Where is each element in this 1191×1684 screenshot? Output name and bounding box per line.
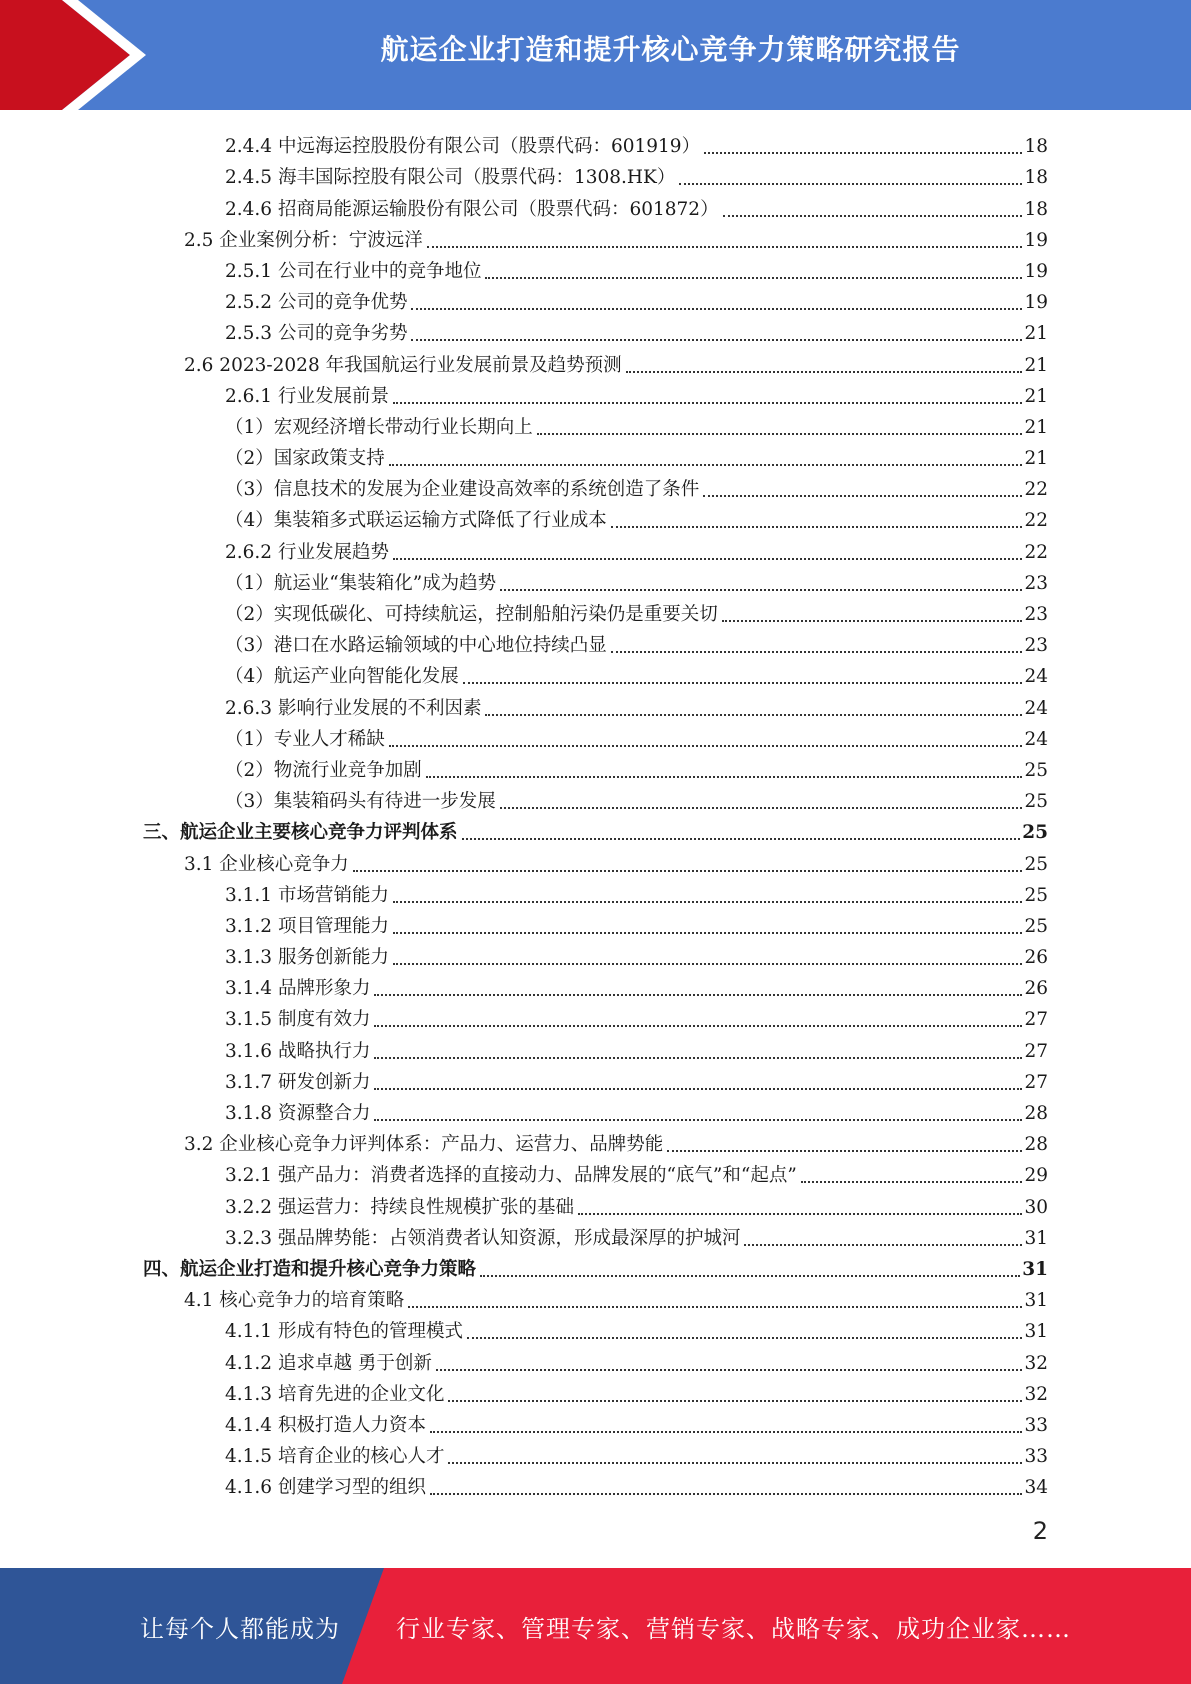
toc-entry[interactable]	[143, 221, 1048, 252]
toc-entry-title: 4.1.2 追求卓越 勇于创新	[225, 1352, 432, 1374]
toc-entry-page: 32	[1024, 1352, 1048, 1374]
toc-entry-title: 2.4.5 海丰国际控股有限公司（股票代码：1308.HK）	[225, 167, 676, 189]
toc-entry-title: 3.1.5 制度有效力	[225, 1009, 371, 1031]
toc-entry-title: 2.5.1 公司在行业中的竞争地位	[225, 260, 482, 282]
toc-entry-title: 4.1.1 形成有特色的管理模式	[225, 1321, 463, 1343]
toc-dot-leader	[500, 588, 1022, 591]
toc-entry[interactable]	[143, 626, 1048, 657]
toc-entry[interactable]	[143, 314, 1048, 345]
toc-entry-page: 25	[1024, 884, 1048, 906]
toc-entry-page: 30	[1024, 1196, 1048, 1218]
toc-entry[interactable]	[143, 189, 1048, 220]
toc-entry-page: 33	[1024, 1414, 1048, 1436]
toc-entry[interactable]	[143, 876, 1048, 907]
toc-entry[interactable]	[143, 1312, 1048, 1343]
toc-dot-leader	[353, 869, 1023, 872]
toc-dot-leader	[408, 1305, 1022, 1308]
toc-dot-leader	[426, 775, 1023, 778]
footer-slogan-right: 行业专家、管理专家、营销专家、战略专家、成功企业家……	[396, 1614, 1071, 1643]
toc-entry-page: 26	[1024, 978, 1048, 1000]
toc-entry-page: 18	[1024, 136, 1048, 158]
toc-entry-title: 2.5 企业案例分析：宁波远洋	[184, 229, 423, 251]
toc-entry-page: 23	[1024, 635, 1048, 657]
toc-dot-leader	[611, 525, 1023, 528]
toc-entry-title: 2.4.4 中远海运控股股份有限公司（股票代码：601919）	[225, 136, 701, 158]
toc-entry-title: 3.1.3 服务创新能力	[225, 947, 389, 969]
toc-entry-title: 3.1.8 资源整合力	[225, 1103, 371, 1124]
toc-entry-page: 25	[1024, 853, 1048, 875]
toc-entry-page: 18	[1024, 198, 1048, 220]
toc-entry[interactable]	[143, 345, 1048, 376]
toc-entry[interactable]	[143, 1000, 1048, 1031]
toc-entry-title: 3.1.6 战略执行力	[225, 1040, 371, 1062]
toc-dot-leader	[436, 1368, 1023, 1371]
toc-dot-leader	[430, 1430, 1022, 1433]
toc-entry-page: 29	[1024, 1165, 1048, 1187]
toc-entry-title: 2.6.3 影响行业发展的不利因素	[225, 697, 482, 719]
toc-entry-page: 21	[1024, 354, 1048, 376]
toc-entry-title: （1）航运业“集装箱化”成为趋势	[225, 572, 497, 594]
toc-entry-title: 2.4.6 招商局能源运输股份有限公司（股票代码：601872）	[225, 198, 719, 220]
toc-dot-leader	[485, 276, 1022, 279]
toc-entry[interactable]	[143, 1219, 1048, 1250]
toc-dot-leader	[611, 650, 1023, 653]
page-number: 2	[1032, 1517, 1048, 1545]
toc-entry-page: 21	[1024, 323, 1048, 345]
toc-entry-page: 25	[1024, 791, 1048, 813]
toc-entry-page: 23	[1024, 572, 1048, 594]
toc-entry[interactable]	[143, 1437, 1048, 1468]
toc-entry-page: 22	[1024, 479, 1048, 501]
toc-entry-page: 19	[1024, 292, 1048, 314]
toc-dot-leader	[679, 182, 1022, 185]
toc-entry[interactable]	[143, 782, 1048, 813]
toc-entry-page: 34	[1024, 1477, 1048, 1499]
toc-entry[interactable]	[143, 1343, 1048, 1374]
toc-entry[interactable]	[143, 844, 1048, 875]
header-arrow-decoration	[0, 0, 160, 110]
toc-entry[interactable]	[143, 595, 1048, 626]
toc-entry[interactable]	[143, 470, 1048, 501]
header-banner	[0, 0, 1191, 110]
toc-dot-leader	[704, 151, 1022, 154]
toc-entry[interactable]	[143, 969, 1048, 1000]
toc-entry-title: 3.1.2 项目管理能力	[225, 915, 389, 937]
toc-dot-leader	[393, 931, 1022, 934]
toc-entry-title: 4.1.3 培育先进的企业文化	[225, 1383, 445, 1405]
toc-entry-title: 4.1.4 积极打造人力资本	[225, 1414, 426, 1436]
toc-dot-leader	[389, 463, 1023, 466]
toc-dot-leader	[374, 1118, 1022, 1121]
toc-entry-page: 22	[1024, 510, 1048, 532]
toc-entry-page: 22	[1024, 541, 1048, 563]
toc-dot-leader	[667, 1149, 1022, 1152]
toc-entry[interactable]	[143, 127, 1048, 158]
toc-entry[interactable]	[143, 439, 1048, 470]
toc-entry-page: 21	[1024, 448, 1048, 470]
toc-entry-title: 四、航运企业打造和提升核心竞争力策略	[143, 1258, 477, 1280]
toc-entry-title: 三、航运企业主要核心竞争力评判体系	[143, 822, 458, 844]
toc-entry[interactable]	[143, 1094, 1048, 1125]
toc-dot-leader	[430, 1492, 1022, 1495]
toc-entry-title: 3.2.2 强运营力：持续良性规模扩张的基础	[225, 1196, 574, 1218]
toc-entry[interactable]	[143, 751, 1048, 782]
toc-entry-title: 3.1 企业核心竞争力	[184, 853, 349, 875]
toc-entry[interactable]	[143, 688, 1048, 719]
toc-entry-page: 25	[1024, 759, 1048, 781]
toc-entry-title: 2.5.2 公司的竞争优势	[225, 292, 408, 314]
toc-entry-page: 27	[1024, 1071, 1048, 1093]
toc-entry-title: 2.6.2 行业发展趋势	[225, 541, 389, 563]
toc-entry-title: 3.1.1 市场营销能力	[225, 884, 389, 906]
toc-dot-leader	[393, 962, 1022, 965]
toc-entry-page: 28	[1024, 1134, 1048, 1156]
toc-entry-page: 31	[1024, 1290, 1048, 1312]
toc-entry-title: （4）集装箱多式联运运输方式降低了行业成本	[225, 510, 607, 532]
toc-dot-leader	[374, 1087, 1022, 1090]
toc-entry-page: 24	[1024, 728, 1048, 750]
toc-entry-page: 21	[1024, 416, 1048, 438]
toc-entry[interactable]	[143, 1375, 1048, 1406]
toc-entry[interactable]	[143, 1063, 1048, 1094]
toc-dot-leader	[500, 806, 1023, 809]
toc-entry[interactable]	[143, 564, 1048, 595]
toc-dot-leader	[374, 993, 1022, 996]
toc-dot-leader	[722, 619, 1023, 622]
toc-entry-page: 24	[1024, 697, 1048, 719]
toc-entry-page: 18	[1024, 167, 1048, 189]
footer-slogan-left: 让每个人都能成为	[140, 1614, 340, 1643]
toc-entry[interactable]	[143, 1468, 1048, 1499]
toc-entry-title: 3.2 企业核心竞争力评判体系：产品力、运营力、品牌势能	[184, 1134, 664, 1156]
toc-entry-title: （2）实现低碳化、可持续航运，控制船舶污染仍是重要关切	[225, 604, 718, 625]
toc-entry-page: 32	[1024, 1383, 1048, 1405]
toc-entry[interactable]	[143, 1250, 1048, 1281]
toc-entry[interactable]	[143, 252, 1048, 283]
toc-entry[interactable]	[143, 1281, 1048, 1312]
toc-entry-title: （1）专业人才稀缺	[225, 728, 385, 750]
toc-entry[interactable]	[143, 377, 1048, 408]
toc-entry[interactable]	[143, 1125, 1048, 1156]
toc-entry-title: （4）航运产业向智能化发展	[225, 666, 459, 688]
toc-entry[interactable]	[143, 501, 1048, 532]
toc-dot-leader	[463, 681, 1023, 684]
toc-dot-leader	[467, 1336, 1022, 1339]
toc-entry[interactable]	[143, 158, 1048, 189]
toc-entry-page: 27	[1024, 1040, 1048, 1062]
toc-entry[interactable]	[143, 657, 1048, 688]
toc-entry[interactable]	[143, 813, 1048, 844]
toc-entry-page: 24	[1024, 666, 1048, 688]
toc-entry[interactable]	[143, 720, 1048, 751]
toc-dot-leader	[393, 900, 1022, 903]
toc-entry-page: 31	[1022, 1258, 1048, 1280]
toc-entry-title: 2.6.1 行业发展前景	[225, 385, 389, 407]
toc-entry-title: 3.1.4 品牌形象力	[225, 978, 371, 1000]
toc-entry-page: 19	[1024, 260, 1048, 282]
toc-entry-page: 19	[1024, 229, 1048, 251]
toc-entry-title: （3）信息技术的发展为企业建设高效率的系统创造了条件	[225, 479, 700, 501]
toc-entry[interactable]	[143, 938, 1048, 969]
toc-entry-page: 25	[1024, 915, 1048, 937]
toc-dot-leader	[427, 245, 1023, 248]
toc-dot-leader	[448, 1399, 1022, 1402]
table-of-contents	[143, 127, 1048, 1499]
toc-entry-page: 31	[1024, 1321, 1048, 1343]
toc-dot-leader	[393, 557, 1022, 560]
toc-entry-page: 31	[1024, 1227, 1048, 1249]
toc-entry-page: 28	[1024, 1103, 1048, 1124]
toc-entry-title: （1）宏观经济增长带动行业长期向上	[225, 416, 533, 438]
toc-entry-title: （2）物流行业竞争加剧	[225, 759, 422, 781]
toc-entry-page: 33	[1024, 1446, 1048, 1468]
toc-entry-page: 23	[1024, 604, 1048, 625]
toc-entry-page: 21	[1024, 385, 1048, 407]
toc-entry[interactable]	[143, 283, 1048, 314]
toc-entry-title: （2）国家政策支持	[225, 448, 385, 470]
toc-dot-leader	[723, 214, 1023, 217]
toc-entry[interactable]	[143, 532, 1048, 563]
toc-entry-title: （3）港口在水路运输领域的中心地位持续凸显	[225, 635, 607, 657]
toc-dot-leader	[411, 338, 1022, 341]
toc-entry-page: 25	[1022, 822, 1048, 844]
toc-entry[interactable]	[143, 1031, 1048, 1062]
toc-dot-leader	[393, 401, 1022, 404]
footer-banner	[0, 1568, 1191, 1684]
toc-entry-title: （3）集装箱码头有待进一步发展	[225, 791, 496, 813]
toc-dot-leader	[578, 1212, 1022, 1215]
toc-entry[interactable]	[143, 1187, 1048, 1218]
toc-entry-title: 3.1.7 研发创新力	[225, 1071, 371, 1093]
toc-dot-leader	[801, 1180, 1023, 1183]
toc-entry-title: 3.2.3 强品牌势能：占领消费者认知资源，形成最深厚的护城河	[225, 1227, 741, 1249]
toc-dot-leader	[703, 494, 1022, 497]
toc-dot-leader	[374, 1024, 1022, 1027]
document-title: 航运企业打造和提升核心竞争力策略研究报告	[380, 33, 961, 66]
toc-entry[interactable]	[143, 1406, 1048, 1437]
toc-dot-leader	[626, 370, 1023, 373]
toc-dot-leader	[374, 1056, 1022, 1059]
toc-dot-leader	[480, 1274, 1020, 1277]
toc-dot-leader	[744, 1243, 1022, 1246]
toc-entry[interactable]	[143, 408, 1048, 439]
toc-entry[interactable]	[143, 1156, 1048, 1187]
toc-dot-leader	[411, 307, 1022, 310]
toc-dot-leader	[462, 837, 1021, 840]
toc-dot-leader	[537, 432, 1023, 435]
toc-dot-leader	[485, 713, 1022, 716]
toc-entry-title: 2.5.3 公司的竞争劣势	[225, 323, 408, 345]
toc-entry-title: 4.1.5 培育企业的核心人才	[225, 1446, 445, 1468]
toc-entry[interactable]	[143, 907, 1048, 938]
toc-entry-title: 3.2.1 强产品力：消费者选择的直接动力、品牌发展的“底气”和“起点”	[225, 1165, 797, 1187]
toc-entry-title: 4.1 核心竞争力的培育策略	[184, 1290, 405, 1312]
toc-entry-page: 27	[1024, 1009, 1048, 1031]
toc-entry-title: 2.6 2023-2028 年我国航运行业发展前景及趋势预测	[184, 354, 622, 376]
toc-dot-leader	[448, 1461, 1022, 1464]
toc-entry-title: 4.1.6 创建学习型的组织	[225, 1477, 426, 1499]
toc-dot-leader	[389, 744, 1023, 747]
toc-entry-page: 26	[1024, 947, 1048, 969]
